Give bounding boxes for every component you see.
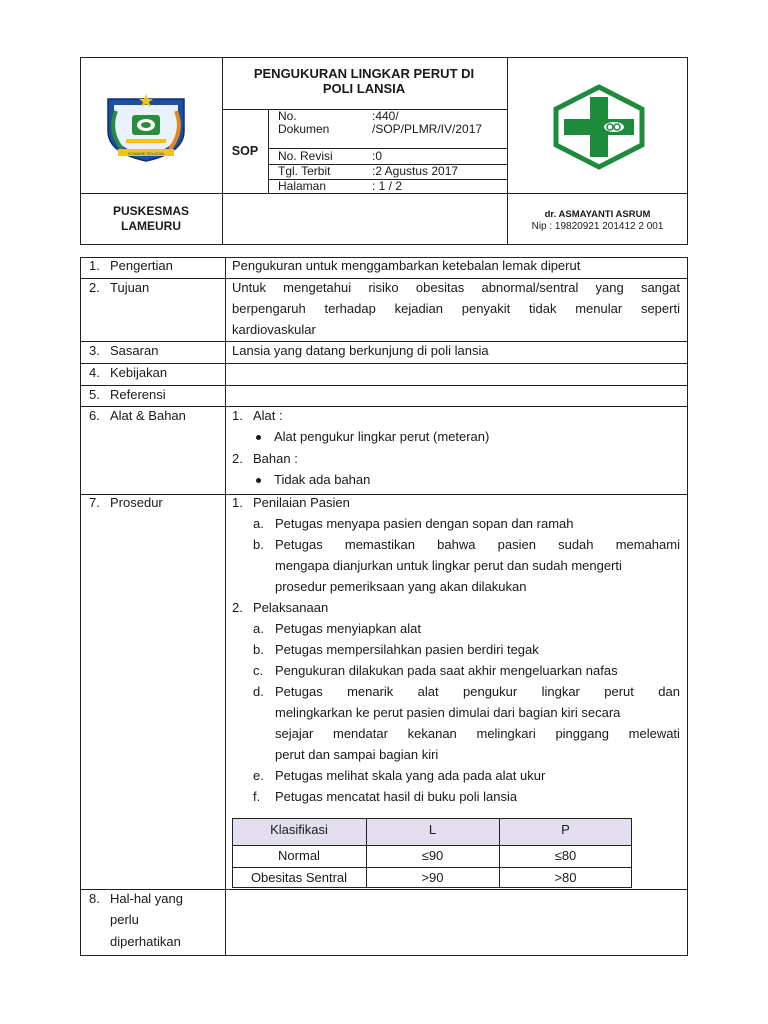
table-row-divider [80,278,688,279]
word: mengetahui [283,280,352,295]
klasifikasi-header: P [561,822,570,837]
word: sangat [640,280,680,295]
word: berpengaruh [232,301,306,316]
no-dokumen-value-line: :440/ [372,109,399,123]
section-label-hal-hal: diperhatikan [110,934,181,949]
word: memastikan [344,537,415,552]
word: yang [595,280,624,295]
table-row-divider [80,889,688,890]
alat-heading: Alat : [253,408,283,423]
word: Untuk [232,280,266,295]
prosedur-step: Petugas menyapa pasien dengan sopan dan ramah [275,516,574,531]
prosedur-heading: Penilaian Pasien [253,495,350,510]
bullet-icon [256,435,261,440]
word: terhadap [324,301,376,316]
emblem-motto: KONAWE SELATAN [127,151,165,156]
list-letter: f. [253,789,261,804]
klasifikasi-cell: >80 [554,870,577,885]
no-revisi-key: No. Revisi [278,149,333,163]
prosedur-step-line: mengapa dianjurkan untuk lingkar perut dan sudah mengerti [275,558,622,573]
table-row-divider [80,385,688,386]
no-revisi-value: :0 [372,149,383,163]
pengertian-text: Pengukuran untuk menggambarkan ketebalan lemak diperut [232,258,581,273]
sop-title [222,66,506,96]
word: obesitas [415,280,465,295]
word: melingkari [476,726,536,741]
word: menular [575,301,623,316]
section-number: 7. [89,495,100,510]
prosedur-step-line: prosedur pemeriksaan yang akan dilakukan [275,579,527,594]
header-divider [268,109,269,193]
list-number: 2. [232,600,243,615]
word: Petugas [275,537,323,552]
sop-title-line: POLI LANSIA [322,81,406,96]
word: kekanan [407,726,457,741]
section-number: 3. [89,343,100,358]
prosedur-step: Petugas mempersilahkan pasien berdiri tegak [275,642,539,657]
section-label-alat-bahan: Alat & Bahan [110,408,186,423]
word: melewati [628,726,680,741]
klasifikasi-cell: ≤90 [421,848,444,863]
prosedur-step-line: perut dan sampai bagian kiri [275,747,439,762]
word: seperti [640,301,680,316]
word: tidak [528,301,557,316]
word: memahami [615,537,680,552]
word: menarik [347,684,394,699]
prosedur-step [275,537,680,552]
header-divider [80,193,688,194]
list-number: 1. [232,408,243,423]
section-number: 4. [89,365,100,380]
table-row-divider [232,867,632,868]
word: pasien [497,537,536,552]
list-letter: a. [253,621,264,636]
klasifikasi-cell: Obesitas Sentral [250,870,348,885]
table-column-divider [225,257,226,956]
word: mendatar [333,726,388,741]
section-number: 1. [89,258,100,273]
halaman-key: Halaman [278,179,327,193]
bahan-item: Tidak ada bahan [274,472,371,487]
section-label-hal-hal: Hal-hal yang [110,891,183,906]
konawe-selatan-emblem-logo [98,91,194,163]
tujuan-line: kardiovaskular [232,322,316,337]
klasifikasi-header: Klasifikasi [270,822,328,837]
list-number: 1. [232,495,243,510]
klasifikasi-cell: ≤80 [554,848,577,863]
tujuan-line [232,301,680,316]
list-letter: e. [253,768,264,783]
puskesmas-logo [550,83,648,171]
word: penyakit [461,301,511,316]
word: bahwa [437,537,476,552]
sop-label: SOP [231,144,259,158]
prosedur-heading: Pelaksanaan [253,600,329,615]
section-label-pengertian: Pengertian [110,258,173,273]
prosedur-step: Petugas mencatat hasil di buku poli lansia [275,789,518,804]
signer-name: dr. ASMAYANTI ASRUM [544,209,651,220]
no-dokumen-key [278,110,329,136]
word: pengukur [463,684,518,699]
list-number: 2. [232,451,243,466]
puskesmas-name-line: PUSKESMAS [112,204,189,218]
puskesmas-name [80,204,222,234]
list-letter: b. [253,537,264,552]
list-letter: c. [253,663,264,678]
word: abnormal/sentral [481,280,579,295]
bahan-heading: Bahan : [253,451,298,466]
puskesmas-name-line: LAMEURU [121,219,181,233]
section-label-referensi: Referensi [110,387,166,402]
sop-title-line: PENGUKURAN LINGKAR PERUT DI [253,66,475,81]
word: alat [417,684,439,699]
halaman-value: : 1 / 2 [372,179,403,193]
table-row-divider [80,341,688,342]
table-row-divider [80,494,688,495]
word: Petugas [275,684,323,699]
section-label-sasaran: Sasaran [110,343,159,358]
sasaran-text: Lansia yang datang berkunjung di poli lansia [232,343,489,358]
tujuan-line [232,280,680,295]
bullet-icon [256,478,261,483]
tgl-terbit-key: Tgl. Terbit [278,164,331,178]
prosedur-step: Pengukuran dilakukan pada saat akhir mengeluarkan nafas [275,663,618,678]
section-number: 5. [89,387,100,402]
section-label-hal-hal: perlu [110,912,139,927]
no-dokumen-value-line: /SOP/PLMR/IV/2017 [372,122,483,136]
table-row-divider [80,363,688,364]
section-label-tujuan: Tujuan [110,280,150,295]
section-number: 6. [89,408,100,423]
word: perut [604,684,634,699]
no-dokumen-key-line: Dokumen [278,122,330,136]
word: sudah [558,537,594,552]
word: dan [658,684,680,699]
klasifikasi-cell: Normal [278,848,320,863]
prosedur-step: Petugas melihat skala yang ada pada alat ukur [275,768,546,783]
list-letter: a. [253,516,264,531]
no-dokumen-key-line: No. [278,109,297,123]
word: lingkar [541,684,580,699]
alat-item: Alat pengukur lingkar perut (meteran) [274,429,490,444]
word: pinggang [555,726,609,741]
section-label-prosedur: Prosedur [110,495,163,510]
prosedur-step: Petugas menyiapkan alat [275,621,421,636]
tgl-terbit-value: :2 Agustus 2017 [372,164,459,178]
table-row-divider [80,406,688,407]
klasifikasi-cell: >90 [421,870,444,885]
word: risiko [368,280,399,295]
list-letter: d. [253,684,264,699]
no-dokumen-value [372,110,482,136]
signer-nip: Nip : 19820921 201412 2 001 [531,221,664,232]
section-number: 8. [89,891,100,906]
section-label-kebijakan: Kebijakan [110,365,168,380]
word: kejadian [394,301,444,316]
prosedur-step-line: melingkarkan ke perut pasien dimulai dari bagian kiri secara [275,705,621,720]
prosedur-step-line [275,726,680,741]
prosedur-step [275,684,680,699]
section-number: 2. [89,280,100,295]
list-letter: b. [253,642,264,657]
word: sejajar [275,726,314,741]
klasifikasi-header: L [428,822,437,837]
